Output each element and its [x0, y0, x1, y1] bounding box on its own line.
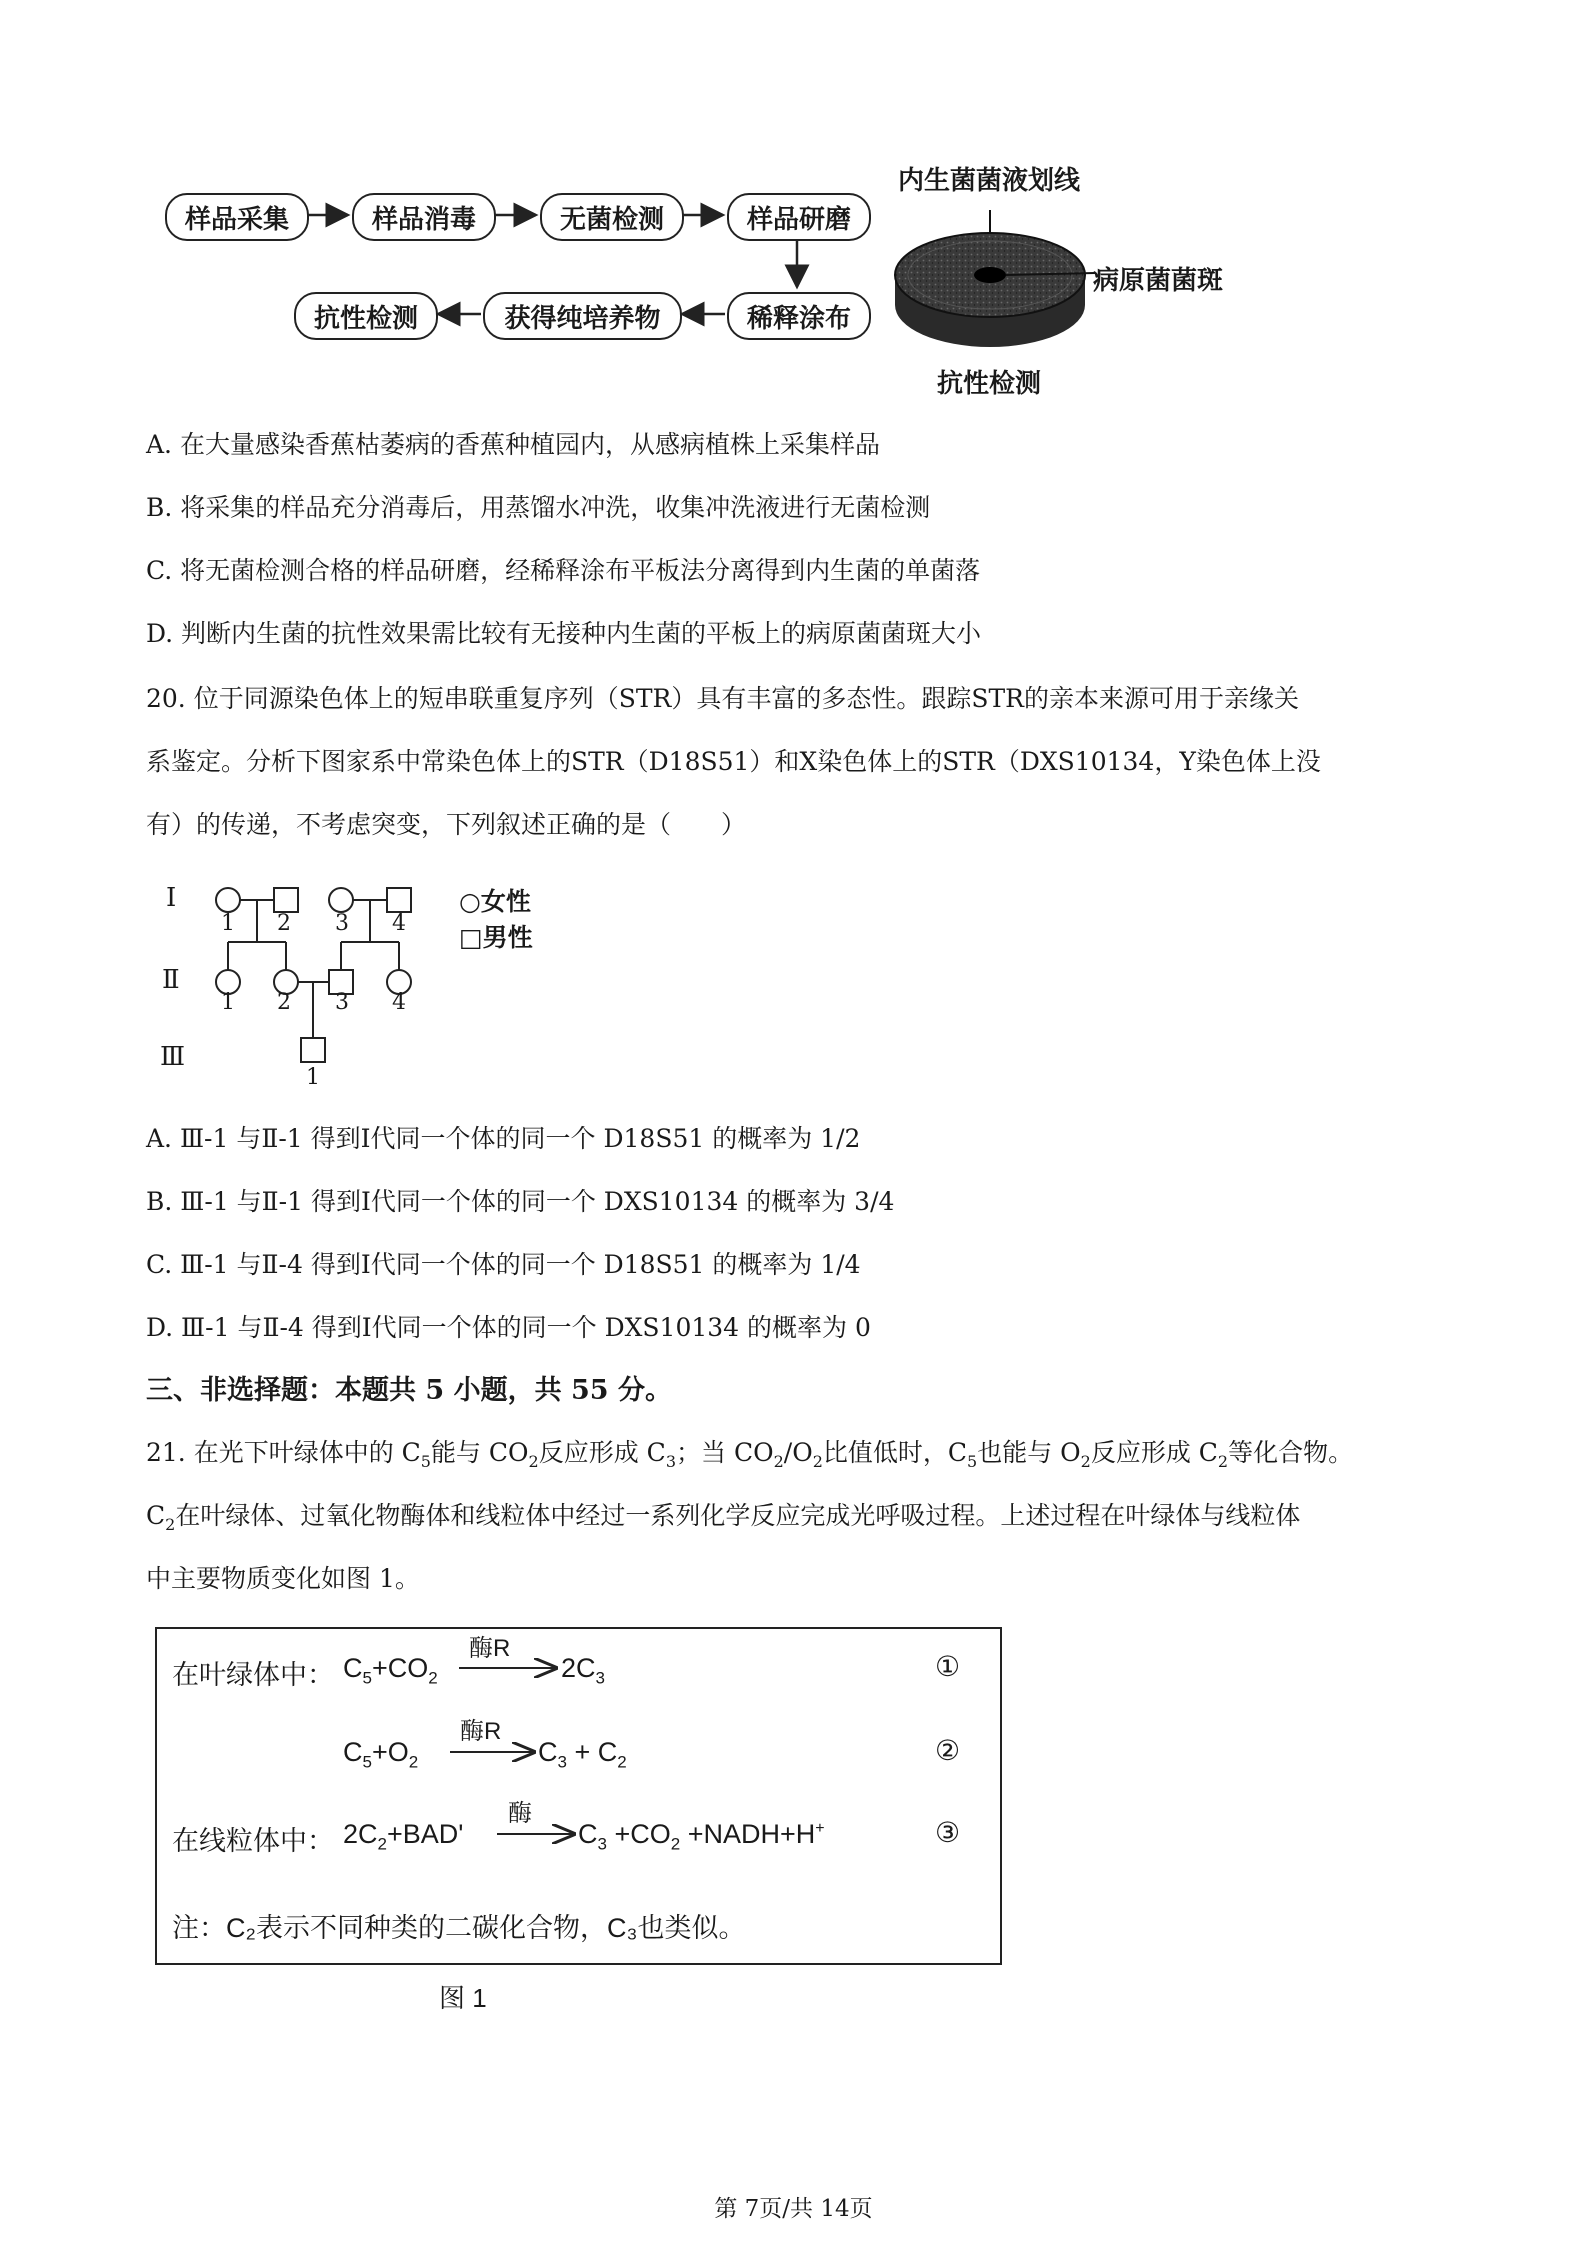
ped-II-4-num: 4: [392, 990, 406, 1015]
flow-step-pure-culture: 获得纯培养物: [483, 292, 682, 340]
q20-stem-line2: 系鉴定。分析下图家系中常染色体上的STR（D18S51）和X染色体上的STR（DXS10134，Y染色体上没: [146, 747, 1321, 776]
q21-line3: 中主要物质变化如图 1。: [146, 1564, 420, 1593]
ped-III-1-num: 1: [306, 1065, 320, 1090]
fig1-row2-lhs: $C_5+O_2$: [343, 1737, 419, 1772]
ped-I-3-num: 3: [335, 911, 349, 936]
q19-option-b: B. 将采集的样品充分消毒后，用蒸馏水冲洗，收集冲洗液进行无菌检测: [146, 493, 931, 522]
flow-step-dilute-spread: 稀释涂布: [727, 292, 871, 340]
q19-option-d: D. 判断内生菌的抗性效果需比较有无接种内生菌的平板上的病原菌菌斑大小: [146, 619, 982, 648]
fig1-row1-enzyme: 酶R: [469, 1635, 511, 1662]
fig1-num3: ③: [935, 1816, 961, 1849]
q20-option-b: B. Ⅲ-1 与Ⅱ-1 得到Ⅰ代同一个体的同一个 DXS10134 的概率为 3/4: [146, 1187, 895, 1216]
plate-streak-label: 内生菌菌液划线: [898, 166, 1081, 196]
fig1-row3-rhs: $C_3 +CO_2$ +NADH+H+: [578, 1819, 825, 1854]
ped-gen-label-2: Ⅱ: [162, 965, 180, 995]
page-footer: 第 7页/共 14页: [714, 2196, 873, 2222]
ped-I-2-num: 2: [277, 911, 291, 936]
q20-option-d: D. Ⅲ-1 与Ⅱ-4 得到Ⅰ代同一个体的同一个 DXS10134 的概率为 0: [146, 1313, 871, 1342]
flow-step-grind: 样品研磨: [727, 193, 871, 241]
ped-I-1-num: 1: [221, 911, 235, 936]
fig1-caption: 图 1: [439, 1983, 487, 2013]
fig1-note: 注：C₂表示不同种类的二碳化合物，C₃也类似。: [172, 1913, 746, 1943]
q19-option-a: A. 在大量感染香蕉枯萎病的香蕉种植园内，从感病植株上采集样品: [146, 430, 880, 459]
fig1-num2: ②: [935, 1734, 961, 1767]
ped-II-2-num: 2: [277, 990, 291, 1015]
fig1-row1-label: 在叶绿体中：: [172, 1660, 334, 1690]
legend-female: ○女性: [459, 887, 531, 916]
fig1-row1-lhs: $C_5+CO_2$: [343, 1653, 438, 1688]
ped-gen-label-1: Ⅰ: [166, 883, 177, 913]
q20-option-c: C. Ⅲ-1 与Ⅱ-4 得到Ⅰ代同一个体的同一个 D18S51 的概率为 1/4: [146, 1250, 861, 1279]
fig1-num1: ①: [935, 1650, 961, 1683]
ped-II-1-num: 1: [221, 990, 235, 1015]
plate-caption: 抗性检测: [937, 369, 1042, 399]
q20-option-a: A. Ⅲ-1 与Ⅱ-1 得到Ⅰ代同一个体的同一个 D18S51 的概率为 1/2: [146, 1124, 861, 1153]
ped-II-3-num: 3: [335, 990, 349, 1015]
fig1-row1-rhs: $2C_3$: [561, 1653, 605, 1688]
fig1-row2-rhs: $C_3 + C_2$: [538, 1737, 627, 1772]
q21-line1: 21. 在光下叶绿体中的 $C_5$能与 $CO_2$反应形成 $C_3$；当 $CO_2/O_2$比值低时，$C_5$也能与 $O_2$反应形成 $C_2$等化合物。: [146, 1438, 1354, 1471]
flow-step-resistance-test: 抗性检测: [294, 292, 438, 340]
legend-male: □男性: [459, 923, 533, 952]
plate-spot-label: 病原菌菌斑: [1093, 266, 1224, 296]
flow-step-disinfect: 样品消毒: [352, 193, 496, 241]
ped-gen-label-3: Ⅲ: [160, 1042, 186, 1072]
fig1-row3-label: 在线粒体中：: [172, 1826, 334, 1856]
q19-option-c: C. 将无菌检测合格的样品研磨，经稀释涂布平板法分离得到内生菌的单菌落: [146, 556, 981, 585]
q20-stem-line3: 有）的传递，不考虑突变，下列叙述正确的是（ ）: [146, 810, 747, 839]
fig1-row3-lhs: $2C_2+BAD'$: [343, 1819, 464, 1854]
q20-stem-line1: 20. 位于同源染色体上的短串联重复序列（STR）具有丰富的多态性。跟踪STR的亲本来源可用于亲缘关: [146, 684, 1299, 713]
fig1-row3-enzyme: 酶: [508, 1800, 532, 1827]
flow-step-sample-collect: 样品采集: [165, 193, 309, 241]
ped-I-4-num: 4: [392, 911, 406, 936]
section3-heading: 三、非选择题：本题共 5 小题，共 55 分。: [146, 1375, 672, 1406]
fig1-row2-enzyme: 酶R: [460, 1718, 502, 1745]
flow-step-sterility-test: 无菌检测: [540, 193, 684, 241]
q21-line2: $C_2$在叶绿体、过氧化物酶体和线粒体中经过一系列化学反应完成光呼吸过程。上述过程在叶绿体与线粒体: [146, 1501, 1301, 1534]
